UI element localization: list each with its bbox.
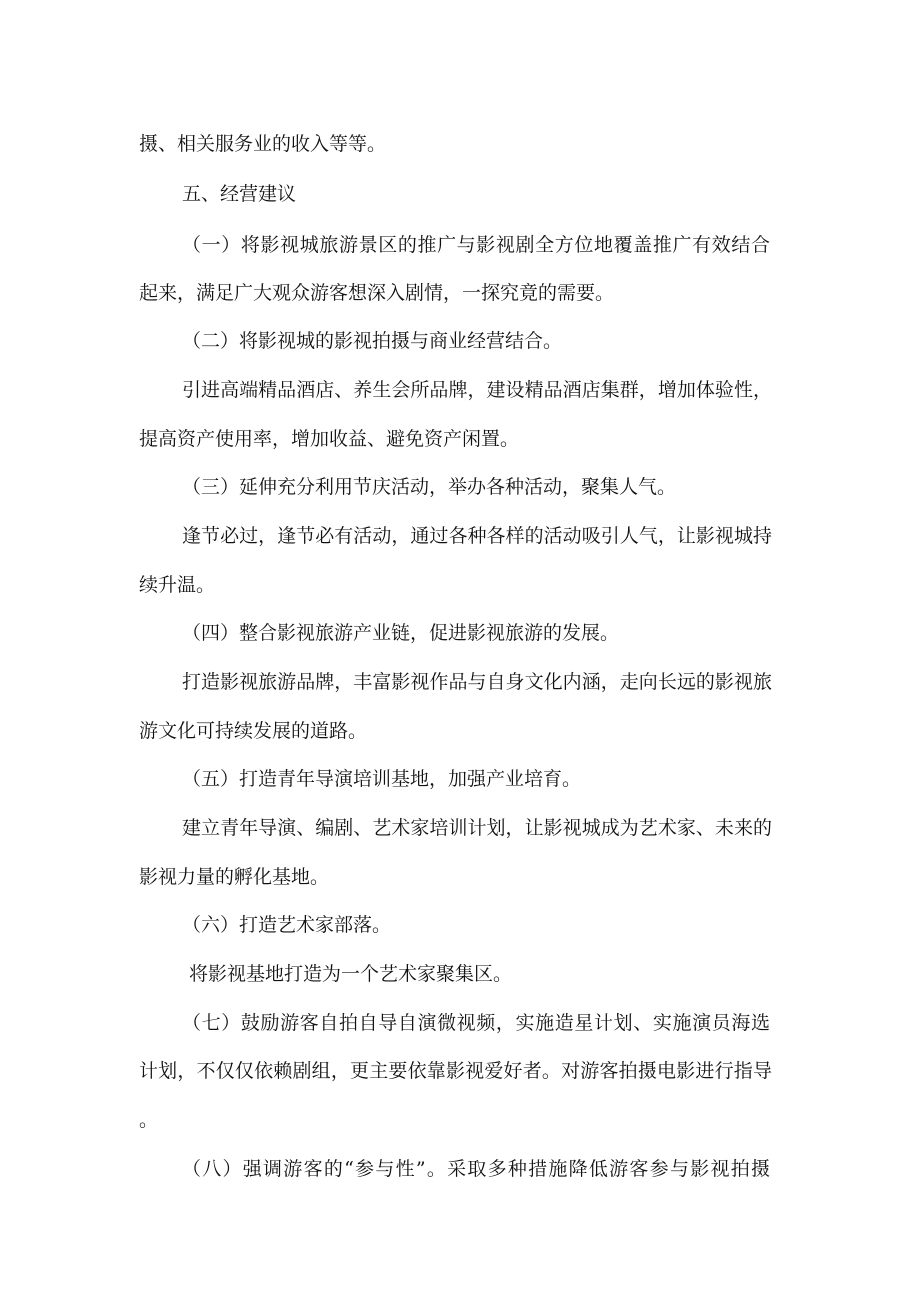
item-1-heading: （一）将影视城旅游景区的推广与影视剧全方位地覆盖推广有效结合 bbox=[182, 234, 770, 256]
item-7-heading: （七）鼓励游客自拍自导自演微视频，实施造星计划、实施演员海选 bbox=[182, 1012, 770, 1034]
text-line-1: 摄、相关服务业的收入等等。 bbox=[139, 133, 387, 155]
item-2-heading: （二）将影视城的影视拍摄与商业经营结合。 bbox=[182, 330, 563, 352]
item-3-heading: （三）延伸充分利用节庆活动，举办各种活动，聚集人气。 bbox=[182, 476, 677, 498]
item-8-heading: （八）强调游客的“参与性”。采取多种措施降低游客参与影视拍摄 bbox=[182, 1158, 770, 1180]
item-3-body-line-2: 续升温。 bbox=[139, 574, 216, 596]
item-4-heading: （四）整合影视旅游产业链，促进影视旅游的发展。 bbox=[182, 622, 620, 644]
item-4-body-line-1: 打造影视旅游品牌，丰富影视作品与自身文化内涵，走向长远的影视旅 bbox=[182, 671, 772, 693]
item-2-body-line-1: 引进高端精品酒店、养生会所品牌，建设精品酒店集群，增加体验性， bbox=[182, 379, 772, 401]
item-2-body-line-2: 提高资产使用率，增加收益、避免资产闲置。 bbox=[139, 428, 520, 450]
item-7-period: 。 bbox=[139, 1109, 159, 1131]
item-7-continuation: 计划，不仅仅依赖剧组，更主要依靠影视爱好者。对游客拍摄电影进行指导 bbox=[139, 1060, 772, 1082]
item-5-body-line-1: 建立青年导演、编剧、艺术家培训计划，让影视城成为艺术家、未来的 bbox=[182, 817, 772, 839]
item-5-heading: （五）打造青年导演培训基地，加强产业培育。 bbox=[182, 768, 582, 790]
item-6-body: 将影视基地打造为一个艺术家聚集区。 bbox=[189, 963, 513, 985]
item-4-body-line-2: 游文化可持续发展的道路。 bbox=[139, 720, 368, 742]
item-6-heading: （六）打造艺术家部落。 bbox=[182, 914, 392, 936]
section-heading: 五、经营建议 bbox=[182, 183, 297, 205]
item-5-body-line-2: 影视力量的孵化基地。 bbox=[139, 866, 330, 888]
item-1-continuation: 起来，满足广大观众游客想深入剧情，一探究竟的需要。 bbox=[139, 282, 615, 304]
item-3-body-line-1: 逢节必过，逢节必有活动，通过各种各样的活动吸引人气，让影视城持 bbox=[182, 525, 772, 547]
